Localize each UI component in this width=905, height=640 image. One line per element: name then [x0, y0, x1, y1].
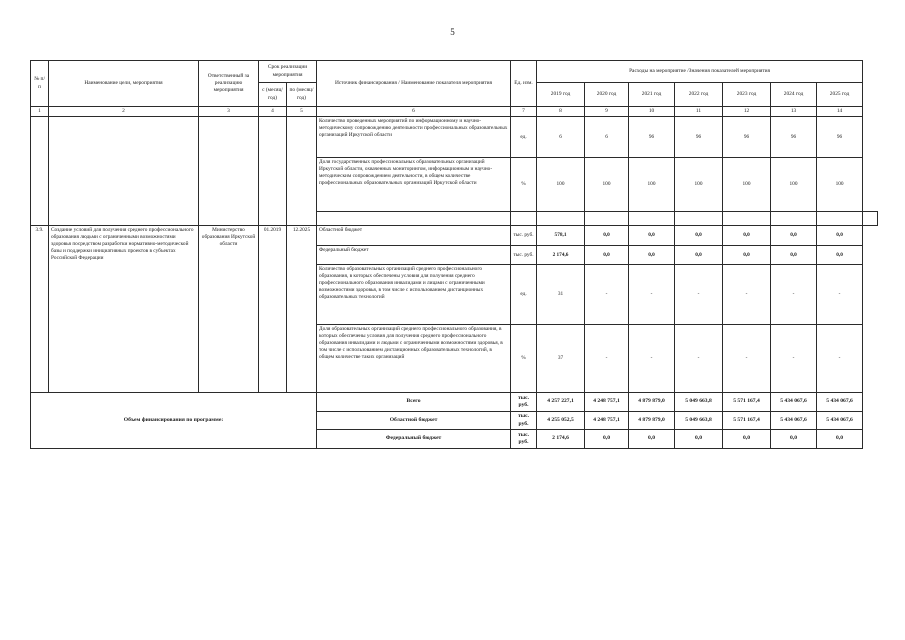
value-cell: 0,0 — [771, 246, 817, 265]
item-responsible: Министерство образования Иркутской области — [199, 226, 259, 393]
col-number: 7 — [511, 107, 537, 117]
header-year: 2019 год — [537, 83, 585, 107]
value-cell: - — [585, 265, 629, 325]
value-cell: 4 248 757,1 — [585, 412, 629, 430]
value-cell: 5 434 067,6 — [771, 412, 817, 430]
unit-cell: ед. — [511, 117, 537, 158]
value-cell: - — [675, 265, 723, 325]
value-cell: 96 — [723, 117, 771, 158]
unit-cell: тыс. руб. — [511, 246, 537, 265]
header-term-to: по (месяц/ год) — [287, 83, 317, 107]
header-year: 2025 год — [817, 83, 863, 107]
indicator-text: Доля образовательных организаций среднего профессионального образования, в которых обеспечены условия для получения среднего профессионального образования инвалидами и людьми с ограниченными возможностями здоровья, в том числе с использованием дистанционных образовательных технологий, в общем количестве таких организаций — [317, 325, 511, 393]
value-cell: 0,0 — [675, 430, 723, 449]
source-cell: Федеральный бюджет — [317, 430, 511, 449]
value-cell: 96 — [817, 117, 863, 158]
value-cell: 4 879 879,0 — [629, 393, 675, 412]
header-name: Наименование цели, мероприятия — [49, 61, 199, 107]
header-term: Срок реализации мероприятия — [259, 61, 317, 83]
item-from: 01.2019 — [259, 226, 287, 393]
source-cell: Всего — [317, 393, 511, 412]
value-cell: - — [723, 325, 771, 393]
value-cell: 0,0 — [723, 246, 771, 265]
value-cell: 31 — [537, 265, 585, 325]
unit-cell: тыс. руб. — [511, 226, 537, 246]
indicator-text: Доля государственных профессиональных образовательных организаций Иркутской области, охваченных мониторингом, информационным и научно-методическим сопровождением деятельности, в общем количестве профессиональных образовательных организаций Иркутской области — [317, 158, 511, 212]
value-cell: 0,0 — [723, 226, 771, 246]
header-num: № п/п — [31, 61, 49, 107]
value-cell: 0,0 — [585, 226, 629, 246]
col-number: 14 — [817, 107, 863, 117]
value-cell: 4 255 052,5 — [537, 412, 585, 430]
value-cell: - — [817, 325, 863, 393]
unit-cell: тыс. руб. — [511, 393, 537, 412]
header-year: 2021 год — [629, 83, 675, 107]
value-cell: 4 879 879,0 — [629, 412, 675, 430]
value-cell: 5 049 663,8 — [675, 393, 723, 412]
value-cell: 0,0 — [629, 430, 675, 449]
unit-cell: тыс. руб. — [511, 430, 537, 449]
value-cell: 5 049 663,8 — [675, 412, 723, 430]
col-number: 10 — [629, 107, 675, 117]
value-cell: 100 — [675, 158, 723, 212]
program-table — [30, 60, 878, 449]
col-number: 13 — [771, 107, 817, 117]
table-row — [31, 117, 878, 158]
table-row — [31, 226, 878, 246]
empty-cell — [259, 117, 287, 226]
indicator-text: Количество проведенных мероприятий по информационному и научно-методическому сопровождению деятельности профессиональных образовательных организаций Иркутской области — [317, 117, 511, 158]
col-number: 1 — [31, 107, 49, 117]
unit-cell: тыс. руб. — [511, 412, 537, 430]
value-cell: 100 — [817, 158, 863, 212]
value-cell: 0,0 — [817, 246, 863, 265]
value-cell: 5 571 167,4 — [723, 412, 771, 430]
value-cell: - — [675, 325, 723, 393]
value-cell: 6 — [585, 117, 629, 158]
indicator-text: Количество образовательных организаций среднего профессионального образования, в которых обеспечены условия для получения среднего профессионального образования инвалидами и лицами с ограниченными возможностями здоровья, в том числе с использованием дистанционных образовательных технологий — [317, 265, 511, 325]
item-to: 12.2025 — [287, 226, 317, 393]
value-cell: 100 — [771, 158, 817, 212]
value-cell: - — [629, 265, 675, 325]
value-cell: 0,0 — [675, 226, 723, 246]
value-cell: 100 — [585, 158, 629, 212]
header-responsible: Ответственный за реализацию мероприятия — [199, 61, 259, 107]
col-number: 2 — [49, 107, 199, 117]
source-cell: Областной бюджет — [317, 226, 511, 246]
value-cell: - — [817, 265, 863, 325]
value-cell: 5 434 067,6 — [817, 412, 863, 430]
value-cell: 100 — [723, 158, 771, 212]
value-cell: - — [771, 325, 817, 393]
header-year: 2023 год — [723, 83, 771, 107]
value-cell: 96 — [771, 117, 817, 158]
col-number: 12 — [723, 107, 771, 117]
value-cell: 96 — [675, 117, 723, 158]
value-cell: 578,1 — [537, 226, 585, 246]
totals-label: Объем финансирования по программе: — [31, 393, 317, 449]
col-number: 9 — [585, 107, 629, 117]
value-cell: 0,0 — [629, 226, 675, 246]
value-cell: 0,0 — [771, 430, 817, 449]
value-cell: 5 434 067,6 — [771, 393, 817, 412]
header-unit: Ед. изм. — [511, 61, 537, 107]
header-expenses: Расходы на мероприятие /Значения показателей мероприятия — [537, 61, 863, 83]
value-cell: 100 — [537, 158, 585, 212]
header-term-from: с (месяц/ год) — [259, 83, 287, 107]
value-cell: 96 — [629, 117, 675, 158]
value-cell: - — [585, 325, 629, 393]
value-cell: - — [629, 325, 675, 393]
col-number: 5 — [287, 107, 317, 117]
value-cell: 4 248 757,1 — [585, 393, 629, 412]
value-cell: 0,0 — [771, 226, 817, 246]
source-cell: Областной бюджет — [317, 412, 511, 430]
value-cell: 0,0 — [675, 246, 723, 265]
col-number: 8 — [537, 107, 585, 117]
source-cell: Федеральный бюджет — [317, 246, 511, 265]
value-cell: 37 — [537, 325, 585, 393]
value-cell: 0,0 — [723, 430, 771, 449]
header-source: Источник финансирования / Наименование показателя мероприятия — [317, 61, 511, 107]
empty-cell — [31, 117, 49, 226]
page-number: 5 — [450, 27, 455, 37]
unit-cell: % — [511, 325, 537, 393]
header-year: 2022 год — [675, 83, 723, 107]
value-cell: 5 571 167,4 — [723, 393, 771, 412]
value-cell: - — [723, 265, 771, 325]
item-name: Создание условий для получения среднего профессионального образования людьми с ограниченными возможностями здоровья посредством разработки нормативно-методической базы и поддержки инициативных проектов в субъектах Российской Федерации — [49, 226, 199, 393]
value-cell: 5 434 067,6 — [817, 393, 863, 412]
unit-cell: ед. — [511, 265, 537, 325]
value-cell: 100 — [629, 158, 675, 212]
col-number: 6 — [317, 107, 511, 117]
item-number: 3.9. — [31, 226, 49, 393]
empty-cell — [287, 117, 317, 226]
col-number: 11 — [675, 107, 723, 117]
value-cell: 6 — [537, 117, 585, 158]
col-number: 4 — [259, 107, 287, 117]
value-cell: 0,0 — [585, 246, 629, 265]
value-cell: 0,0 — [585, 430, 629, 449]
empty-cell — [49, 117, 199, 226]
value-cell: 2 174,6 — [537, 430, 585, 449]
value-cell: 4 257 227,1 — [537, 393, 585, 412]
unit-cell: % — [511, 158, 537, 212]
empty-cell — [199, 117, 259, 226]
value-cell: 0,0 — [817, 430, 863, 449]
value-cell: 0,0 — [817, 226, 863, 246]
value-cell: 0,0 — [629, 246, 675, 265]
header-year: 2024 год — [771, 83, 817, 107]
value-cell: - — [771, 265, 817, 325]
value-cell: 2 174,6 — [537, 246, 585, 265]
col-number: 3 — [199, 107, 259, 117]
header-year: 2020 год — [585, 83, 629, 107]
total-row — [31, 393, 878, 412]
